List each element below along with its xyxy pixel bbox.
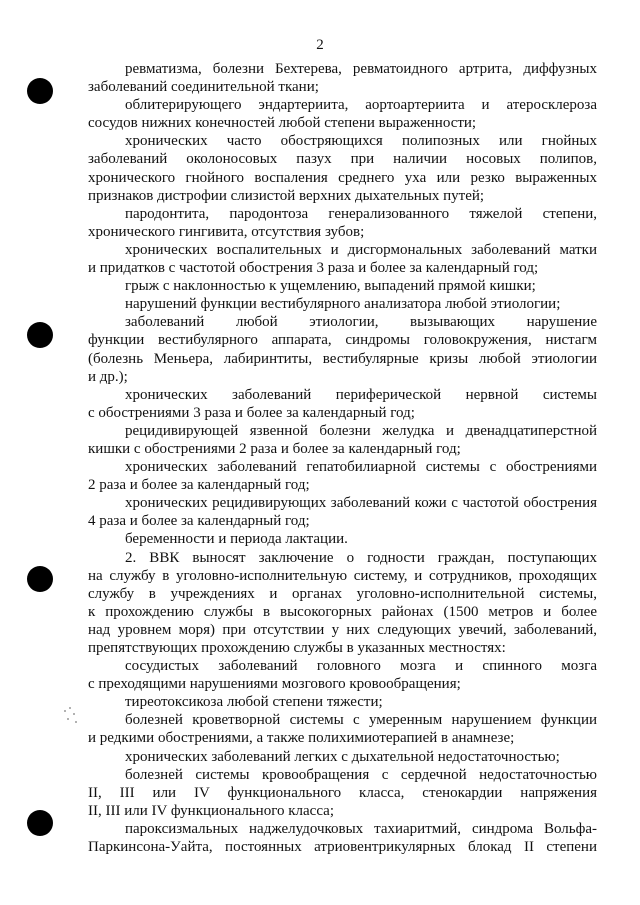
text-line: заболеваний околоносовых пазух при наличии носовых полипов, [88,151,597,168]
text-line: с преходящими нарушениями мозгового кровообращения; [88,676,461,693]
text-line: кишки с обострениями 2 раза и более за календарный год; [88,440,461,457]
text-line: рецидивирующей язвенной болезни желудка и двенадцатиперстной [125,422,597,439]
text-line: признаков дистрофии слизистой верхних дыхательных путей; [88,187,485,204]
text-line: беременности и периода лактации. [125,531,348,548]
text-line: болезней кроветворной системы с умеренным нарушением функции [125,712,597,729]
punch-hole-mark [27,78,53,104]
text-line: хронических заболеваний легких с дыхательной недостаточностью; [125,748,560,765]
text-line: над уровнем моря) при отсутствии у них следующих увечий, заболеваний, [88,621,597,638]
text-line: и редкими обострениями, а также полихимиотерапией в анамнезе; [88,730,515,747]
text-line: тиреотоксикоза любой степени тяжести; [125,694,383,711]
page-number: 2 [316,37,324,53]
text-line: хронических воспалительных и дисгормональных заболеваний матки [125,241,597,258]
text-line: службу в учреждениях и органах уголовно-исполнительной системы, [88,585,597,602]
text-line: и др.); [88,368,128,385]
punch-hole-mark [27,322,53,348]
text-line: болезней системы кровообращения с сердечной недостаточностью [125,766,597,783]
text-line: ревматизма, болезни Бехтерева, ревматоидного артрита, диффузных [125,61,597,77]
text-line: хронических часто обостряющихся полипозных или гнойных [125,133,597,150]
text-line: II, III или IV функционального класса, стенокардии напряжения [88,784,597,801]
text-line: на службу в уголовно-исполнительную систему, и сотрудников, проходящих [88,567,597,584]
text-line: хронических рецидивирующих заболеваний кожи с частотой обострения [125,495,597,512]
scan-speck-mark [64,706,78,724]
text-line: к прохождению службы в высокогорных районах (1500 метров и более [88,603,597,620]
text-line: хронических заболеваний периферической нервной системы [125,386,597,403]
text-line: 2 раза и более за календарный год; [88,477,310,494]
text-line: нарушений функции вестибулярного анализатора любой этиологии; [125,296,561,313]
text-line: сосудов нижних конечностей любой степени выраженности; [88,115,477,132]
text-line: с обострениями 3 раза и более за календарный год; [88,404,415,421]
text-line: заболеваний любой этиологии, вызывающих нарушение [125,314,597,331]
text-line: хронического гингивита, отсутствия зубов; [88,223,365,240]
text-line: грыж с наклонностью к ущемлению, выпадений прямой кишки; [125,278,536,295]
text-line: (болезнь Меньера, лабиринтиты, вестибулярные кризы любой этиологии [88,350,597,367]
text-line: функции вестибулярного аппарата, синдромы головокружения, нистагм [88,332,597,349]
text-line: и придатков с частотой обострения 3 раза и более за календарный год; [88,260,539,277]
text-line: хронических заболеваний гепатобилиарной системы с обострениями [125,459,597,476]
punch-hole-mark [27,566,53,592]
text-line: пародонтита, пародонтоза генерализованного тяжелой степени, [125,205,597,222]
text-line: пароксизмальных наджелудочковых тахиаритмий, синдрома Вольфа- [125,820,597,837]
text-line: Паркинсона-Уайта, постоянных атриовентрикулярных блокад II степени [88,839,597,856]
text-line: заболеваний соединительной ткани; [88,79,319,96]
text-line: препятствующих прохождению службы в указанных местностях: [88,640,506,656]
punch-hole-mark [27,810,53,836]
text-line: II, III или IV функционального класса; [88,802,334,819]
text-line: сосудистых заболеваний головного мозга и спинного мозга [125,658,597,675]
text-line: 2. ВВК выносят заключение о годности граждан, поступающих [125,549,597,566]
text-line: облитерирующего эндартериита, аортоартериита и атеросклероза [125,97,597,114]
document-body-text [88,60,597,856]
text-line: хронического гнойного воспаления среднего уха или резко выраженных [88,169,597,186]
text-line: 4 раза и более за календарный год; [88,513,310,530]
